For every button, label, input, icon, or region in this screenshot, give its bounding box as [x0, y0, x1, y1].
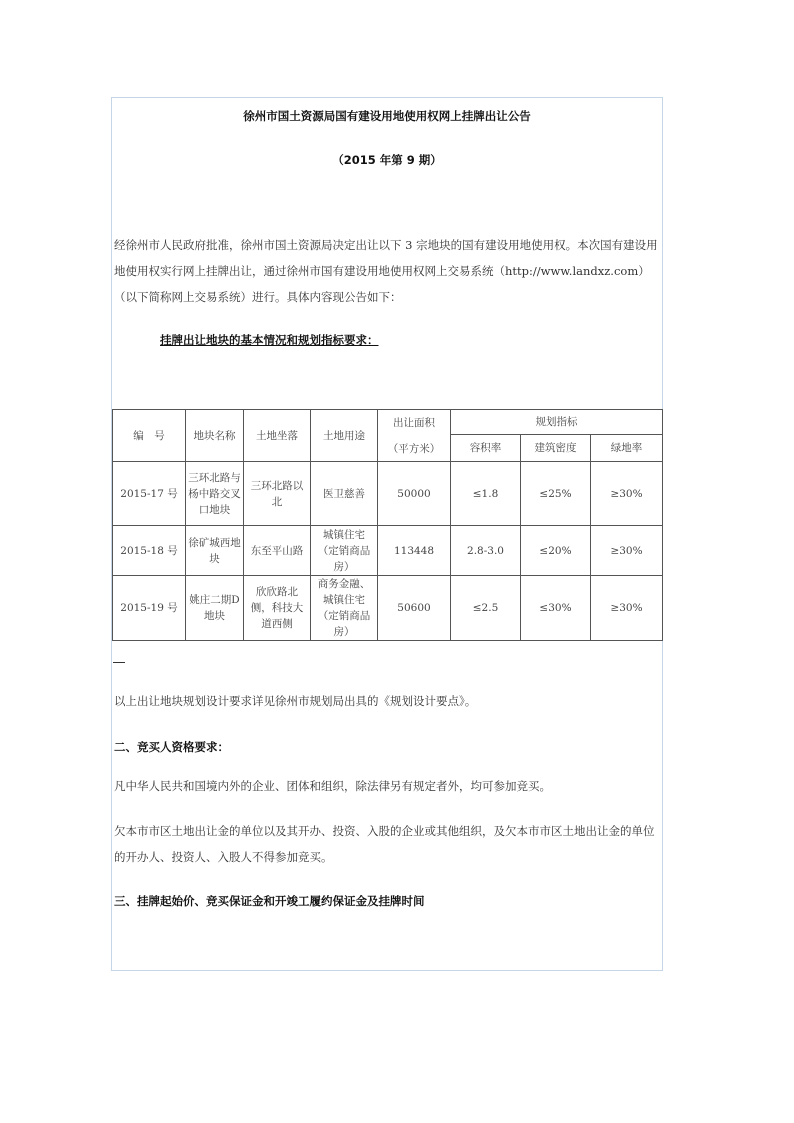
- header-green: 绿地率: [591, 435, 663, 462]
- cell-code: 2015-17 号: [113, 462, 186, 526]
- table-row: [113, 526, 663, 576]
- cell-density: ≤20%: [521, 526, 591, 576]
- separator-dash: [113, 662, 125, 663]
- section2-paragraph-2: 欠本市市区土地出让金的单位以及其开办、投资、入股的企业或其他组织，及欠本市市区土地出让金的单位的开办人、投资人、入股人不得参加竞买。: [114, 824, 655, 864]
- header-density: 建筑密度: [521, 435, 591, 462]
- cell-location: 东至平山路: [244, 526, 311, 576]
- table-row: [113, 462, 663, 526]
- section1-heading: 挂牌出让地块的基本情况和规划指标要求：: [160, 333, 379, 347]
- cell-location: 欣欣路北侧，科技大道西侧: [244, 576, 311, 641]
- cell-code: 2015-18 号: [113, 526, 186, 576]
- table-row: [113, 576, 663, 641]
- cell-usage: 商务金融、城镇住宅（定销商品房）: [311, 576, 378, 641]
- cell-area: 113448: [378, 526, 451, 576]
- cell-density: ≤30%: [521, 576, 591, 641]
- header-area-line1: 出让面积: [393, 416, 435, 429]
- intro-paragraph: 经徐州市人民政府批准，徐州市国土资源局决定出让以下 3 宗地块的国有建设用地使用权。本次国有建设用地使用权实行网上挂牌出让，通过徐州市国有建设用地使用权网上交易系统（http://www.landxz.com）（以下简称网上交易系统）进行。具体内容现公告如下：: [114, 238, 658, 304]
- header-usage: 土地用途: [311, 410, 378, 462]
- cell-far: 2.8-3.0: [451, 526, 521, 576]
- header-far: 容积率: [451, 435, 521, 462]
- cell-area: 50000: [378, 462, 451, 526]
- cell-code: 2015-19 号: [113, 576, 186, 641]
- issue-number: （2015 年第 9 期）: [332, 153, 442, 167]
- section2-paragraph-1: 凡中华人民共和国境内外的企业、团体和组织，除法律另有规定者外，均可参加竞买。: [114, 779, 551, 793]
- header-planning: 规划指标: [451, 410, 663, 435]
- section3-heading: 三、挂牌起始价、竞买保证金和开竣工履约保证金及挂牌时间: [114, 894, 425, 908]
- document-title: 徐州市国土资源局国有建设用地使用权网上挂牌出让公告: [243, 109, 531, 123]
- plots-table: [112, 409, 663, 641]
- cell-green: ≥30%: [591, 576, 663, 641]
- cell-name: 徐矿城西地块: [186, 526, 244, 576]
- cell-usage: 城镇住宅（定销商品房）: [311, 526, 378, 576]
- cell-name: 三环北路与杨中路交叉口地块: [186, 462, 244, 526]
- cell-name: 姚庄二期D地块: [186, 576, 244, 641]
- cell-usage: 医卫慈善: [311, 462, 378, 526]
- header-name: 地块名称: [186, 410, 244, 462]
- header-location: 土地坐落: [244, 410, 311, 462]
- header-area-line2: （平方米）: [387, 442, 441, 455]
- cell-density: ≤25%: [521, 462, 591, 526]
- planning-note: 以上出让地块规划设计要求详见徐州市规划局出具的《规划设计要点》。: [114, 694, 477, 708]
- cell-location: 三环北路以北: [244, 462, 311, 526]
- header-area: [378, 410, 451, 462]
- cell-far: ≤1.8: [451, 462, 521, 526]
- cell-green: ≥30%: [591, 526, 663, 576]
- section2-heading: 二、竞买人资格要求：: [114, 740, 229, 754]
- header-code: 编 号: [113, 410, 186, 462]
- cell-green: ≥30%: [591, 462, 663, 526]
- cell-area: 50600: [378, 576, 451, 641]
- cell-far: ≤2.5: [451, 576, 521, 641]
